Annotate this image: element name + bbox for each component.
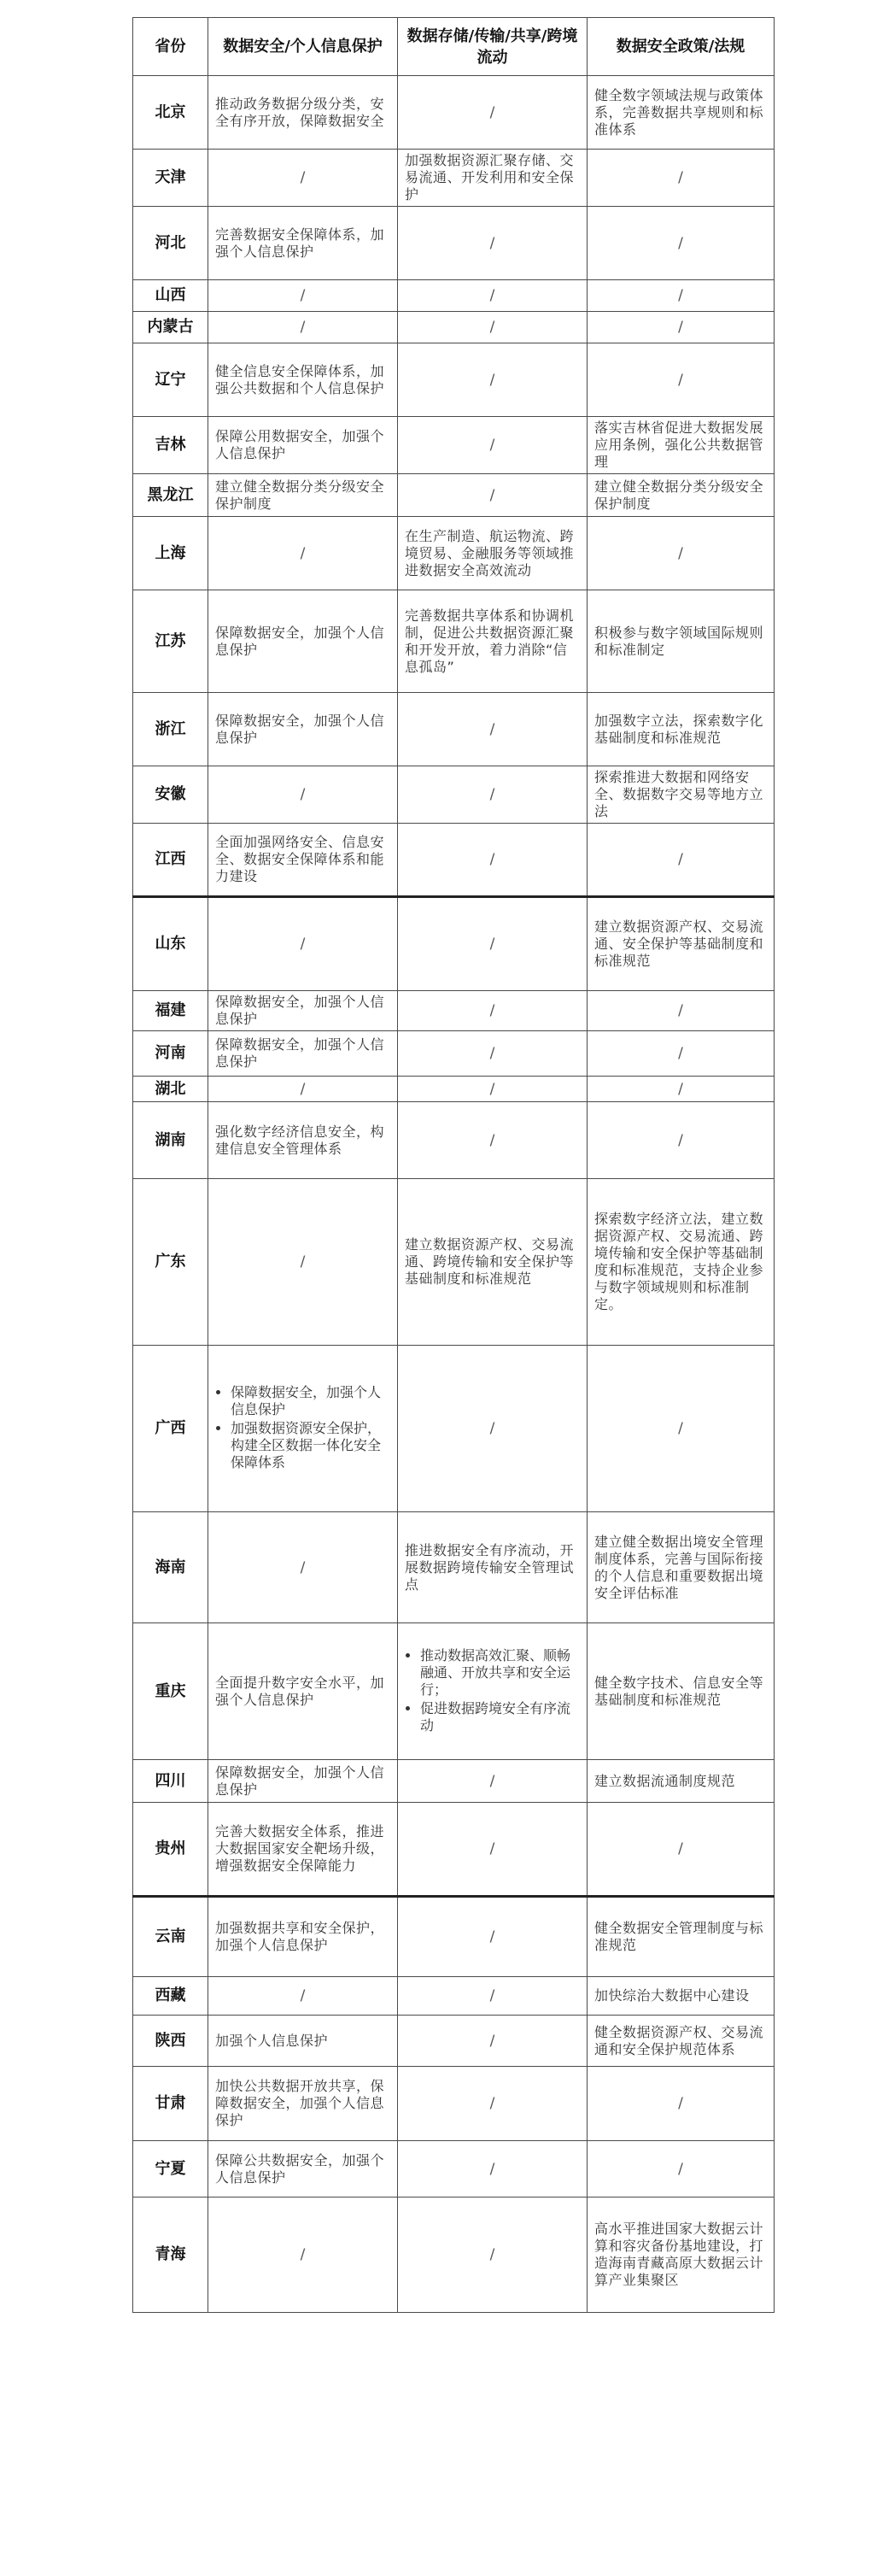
data-security-policy-cell: / xyxy=(588,150,775,207)
province-cell: 河北 xyxy=(133,207,208,280)
header-data-security-policy: 数据安全政策/法规 xyxy=(588,18,775,76)
data-security-policy-cell: / xyxy=(588,2141,775,2198)
data-security-policy-cell: 健全数字领域法规与政策体系，完善数据共享规则和标准体系 xyxy=(588,76,775,150)
data-storage-transfer-cell: / xyxy=(398,2141,588,2198)
data-security-policy-cell: 探索数字经济立法，建立数据资源产权、交易流通、跨境传输和安全保护等基础制度和标准规范，支持企业参与数字领域规则和标准制定。 xyxy=(588,1179,775,1346)
data-security-policy-table xyxy=(132,17,775,2313)
data-storage-transfer-cell: / xyxy=(398,1346,588,1512)
province-cell: 辽宁 xyxy=(133,343,208,417)
table-row xyxy=(133,1179,775,1346)
province-cell: 山东 xyxy=(133,897,208,991)
table-row xyxy=(133,280,775,312)
table-row xyxy=(133,2198,775,2313)
bullet-list xyxy=(213,1384,392,1471)
header-data-storage-transfer: 数据存储/传输/共享/跨境流动 xyxy=(398,18,588,76)
data-storage-transfer-cell: / xyxy=(398,1077,588,1102)
data-storage-transfer-cell: 在生产制造、航运物流、跨境贸易、金融服务等领域推进数据安全高效流动 xyxy=(398,517,588,590)
province-cell: 福建 xyxy=(133,991,208,1031)
bullet-item: • 促进数据跨境安全有序流动 xyxy=(420,1700,582,1734)
province-cell: 云南 xyxy=(133,1897,208,1977)
table-row xyxy=(133,1346,775,1512)
data-storage-transfer-cell: 建立数据资源产权、交易流通、跨境传输和安全保护等基础制度和标准规范 xyxy=(398,1179,588,1346)
data-security-privacy-cell xyxy=(208,1346,398,1512)
data-security-policy-cell: 建立数据资源产权、交易流通、安全保护等基础制度和标准规范 xyxy=(588,897,775,991)
table-row xyxy=(133,150,775,207)
province-cell: 浙江 xyxy=(133,693,208,766)
data-security-privacy-cell: / xyxy=(208,312,398,343)
data-security-policy-cell: / xyxy=(588,517,775,590)
data-storage-transfer-cell: / xyxy=(398,2067,588,2141)
data-security-privacy-cell: / xyxy=(208,897,398,991)
data-security-privacy-cell: 建立健全数据分类分级安全保护制度 xyxy=(208,474,398,517)
data-security-policy-cell: / xyxy=(588,2067,775,2141)
data-storage-transfer-cell: / xyxy=(398,2016,588,2067)
data-security-privacy-cell: / xyxy=(208,1512,398,1623)
data-security-privacy-cell: 加强个人信息保护 xyxy=(208,2016,398,2067)
data-security-policy-cell: / xyxy=(588,343,775,417)
data-storage-transfer-cell: 推进数据安全有序流动，开展数据跨境传输安全管理试点 xyxy=(398,1512,588,1623)
bullet-list xyxy=(403,1647,582,1734)
data-storage-transfer-cell: / xyxy=(398,474,588,517)
province-cell: 西藏 xyxy=(133,1977,208,2016)
table-row xyxy=(133,312,775,343)
table-body xyxy=(133,76,775,2313)
province-cell: 黑龙江 xyxy=(133,474,208,517)
table-row xyxy=(133,1031,775,1077)
table-row xyxy=(133,207,775,280)
data-security-privacy-cell: 加快公共数据开放共享，保障数据安全，加强个人信息保护 xyxy=(208,2067,398,2141)
data-security-privacy-cell: / xyxy=(208,766,398,824)
data-storage-transfer-cell: / xyxy=(398,693,588,766)
data-storage-transfer-cell: / xyxy=(398,280,588,312)
bullet-item: • 推动数据高效汇聚、顺畅融通、开放共享和安全运行； xyxy=(420,1647,582,1699)
province-cell: 陕西 xyxy=(133,2016,208,2067)
data-security-policy-cell: 建立数据流通制度规范 xyxy=(588,1760,775,1803)
data-security-policy-cell: / xyxy=(588,312,775,343)
table-row xyxy=(133,897,775,991)
data-security-privacy-cell: 全面加强网络安全、信息安全、数据安全保障体系和能力建设 xyxy=(208,824,398,897)
data-security-privacy-cell: 保障数据安全，加强个人信息保护 xyxy=(208,590,398,693)
data-storage-transfer-cell: / xyxy=(398,76,588,150)
data-storage-transfer-cell: / xyxy=(398,417,588,474)
data-security-privacy-cell: / xyxy=(208,1077,398,1102)
data-storage-transfer-cell: / xyxy=(398,766,588,824)
table-row xyxy=(133,1803,775,1897)
data-security-policy-cell: / xyxy=(588,1102,775,1179)
data-storage-transfer-cell: / xyxy=(398,824,588,897)
data-security-privacy-cell: 保障数据安全，加强个人信息保护 xyxy=(208,693,398,766)
table-row xyxy=(133,1760,775,1803)
table-row xyxy=(133,1897,775,1977)
data-security-privacy-cell: 保障数据安全，加强个人信息保护 xyxy=(208,991,398,1031)
data-security-policy-cell: 落实吉林省促进大数据发展应用条例，强化公共数据管理 xyxy=(588,417,775,474)
table-row xyxy=(133,824,775,897)
table-row xyxy=(133,1623,775,1760)
table-row xyxy=(133,1102,775,1179)
data-security-policy-cell: / xyxy=(588,280,775,312)
province-cell: 甘肃 xyxy=(133,2067,208,2141)
province-cell: 湖南 xyxy=(133,1102,208,1179)
data-storage-transfer-cell: / xyxy=(398,1760,588,1803)
data-storage-transfer-cell: / xyxy=(398,1897,588,1977)
table-row xyxy=(133,991,775,1031)
data-storage-transfer-cell: / xyxy=(398,2198,588,2313)
province-cell: 海南 xyxy=(133,1512,208,1623)
data-security-privacy-cell: 保障公用数据安全，加强个人信息保护 xyxy=(208,417,398,474)
province-cell: 北京 xyxy=(133,76,208,150)
province-cell: 江西 xyxy=(133,824,208,897)
data-security-policy-cell: / xyxy=(588,991,775,1031)
data-security-privacy-cell: / xyxy=(208,2198,398,2313)
data-security-privacy-cell: 推动政务数据分级分类，安全有序开放，保障数据安全 xyxy=(208,76,398,150)
province-cell: 重庆 xyxy=(133,1623,208,1760)
table-row xyxy=(133,2016,775,2067)
data-storage-transfer-cell: / xyxy=(398,343,588,417)
data-storage-transfer-cell: / xyxy=(398,207,588,280)
data-storage-transfer-cell: / xyxy=(398,1031,588,1077)
table-row xyxy=(133,76,775,150)
data-storage-transfer-cell: / xyxy=(398,1977,588,2016)
table-row xyxy=(133,1077,775,1102)
data-security-privacy-cell: 加强数据共享和安全保护，加强个人信息保护 xyxy=(208,1897,398,1977)
province-cell: 广西 xyxy=(133,1346,208,1512)
table-row xyxy=(133,1977,775,2016)
data-security-policy-cell: 积极参与数字领域国际规则和标准制定 xyxy=(588,590,775,693)
province-cell: 上海 xyxy=(133,517,208,590)
province-cell: 四川 xyxy=(133,1760,208,1803)
table-row xyxy=(133,693,775,766)
data-security-policy-cell: 健全数据安全管理制度与标准规范 xyxy=(588,1897,775,1977)
province-cell: 安徽 xyxy=(133,766,208,824)
table-row xyxy=(133,766,775,824)
data-storage-transfer-cell: / xyxy=(398,1803,588,1897)
data-security-policy-cell: / xyxy=(588,207,775,280)
data-security-privacy-cell: / xyxy=(208,150,398,207)
header-data-security-privacy: 数据安全/个人信息保护 xyxy=(208,18,398,76)
data-security-privacy-cell: / xyxy=(208,517,398,590)
data-security-policy-cell: / xyxy=(588,1031,775,1077)
data-storage-transfer-cell: / xyxy=(398,1102,588,1179)
table-row xyxy=(133,417,775,474)
data-security-privacy-cell: 强化数字经济信息安全，构建信息安全管理体系 xyxy=(208,1102,398,1179)
data-security-policy-cell: 健全数据资源产权、交易流通和安全保护规范体系 xyxy=(588,2016,775,2067)
data-storage-transfer-cell: / xyxy=(398,312,588,343)
data-security-policy-cell: / xyxy=(588,1803,775,1897)
table-header-row xyxy=(133,18,775,76)
data-security-privacy-cell: 保障数据安全，加强个人信息保护 xyxy=(208,1760,398,1803)
data-security-policy-cell: 探索推进大数据和网络安全、数据数字交易等地方立法 xyxy=(588,766,775,824)
data-security-privacy-cell: / xyxy=(208,1179,398,1346)
table-row xyxy=(133,2141,775,2198)
data-security-privacy-cell: 保障数据安全，加强个人信息保护 xyxy=(208,1031,398,1077)
data-security-policy-cell: 建立健全数据分类分级安全保护制度 xyxy=(588,474,775,517)
data-security-policy-cell: 建立健全数据出境安全管理制度体系，完善与国际衔接的个人信息和重要数据出境安全评估标准 xyxy=(588,1512,775,1623)
data-security-policy-cell: 高水平推进国家大数据云计算和容灾备份基地建设，打造海南青藏高原大数据云计算产业集聚区 xyxy=(588,2198,775,2313)
data-security-privacy-cell: 健全信息安全保障体系，加强公共数据和个人信息保护 xyxy=(208,343,398,417)
province-cell: 青海 xyxy=(133,2198,208,2313)
province-cell: 河南 xyxy=(133,1031,208,1077)
data-storage-transfer-cell: / xyxy=(398,897,588,991)
data-security-privacy-cell: / xyxy=(208,280,398,312)
data-storage-transfer-cell: 完善数据共享体系和协调机制，促进公共数据资源汇聚和开发开放，着力消除“信息孤岛” xyxy=(398,590,588,693)
bullet-item: • 保障数据安全，加强个人信息保护 xyxy=(231,1384,392,1418)
data-security-policy-cell: / xyxy=(588,1077,775,1102)
data-security-policy-cell: 加快综治大数据中心建设 xyxy=(588,1977,775,2016)
data-security-privacy-cell: 保障公共数据安全，加强个人信息保护 xyxy=(208,2141,398,2198)
data-storage-transfer-cell: / xyxy=(398,991,588,1031)
province-cell: 天津 xyxy=(133,150,208,207)
data-security-privacy-cell: 完善数据安全保障体系，加强个人信息保护 xyxy=(208,207,398,280)
province-cell: 内蒙古 xyxy=(133,312,208,343)
province-cell: 吉林 xyxy=(133,417,208,474)
province-cell: 贵州 xyxy=(133,1803,208,1897)
data-security-policy-cell: / xyxy=(588,824,775,897)
data-security-policy-cell: 加强数字立法，探索数字化基础制度和标准规范 xyxy=(588,693,775,766)
table-row xyxy=(133,2067,775,2141)
table-row xyxy=(133,590,775,693)
province-cell: 山西 xyxy=(133,280,208,312)
table-row xyxy=(133,1512,775,1623)
province-cell: 湖北 xyxy=(133,1077,208,1102)
province-cell: 广东 xyxy=(133,1179,208,1346)
data-security-privacy-cell: / xyxy=(208,1977,398,2016)
bullet-item: • 加强数据资源安全保护，构建全区数据一体化安全保障体系 xyxy=(231,1420,392,1471)
data-security-policy-cell: / xyxy=(588,1346,775,1512)
data-storage-transfer-cell: 加强数据资源汇聚存储、交易流通、开发利用和安全保护 xyxy=(398,150,588,207)
data-storage-transfer-cell xyxy=(398,1623,588,1760)
data-security-privacy-cell: 全面提升数字安全水平，加强个人信息保护 xyxy=(208,1623,398,1760)
table-row xyxy=(133,343,775,417)
header-province: 省份 xyxy=(133,18,208,76)
data-security-policy-cell: 健全数字技术、信息安全等基础制度和标准规范 xyxy=(588,1623,775,1760)
province-cell: 江苏 xyxy=(133,590,208,693)
table-row xyxy=(133,517,775,590)
data-security-privacy-cell: 完善大数据安全体系，推进大数据国家安全靶场升级，增强数据安全保障能力 xyxy=(208,1803,398,1897)
table-row xyxy=(133,474,775,517)
province-cell: 宁夏 xyxy=(133,2141,208,2198)
